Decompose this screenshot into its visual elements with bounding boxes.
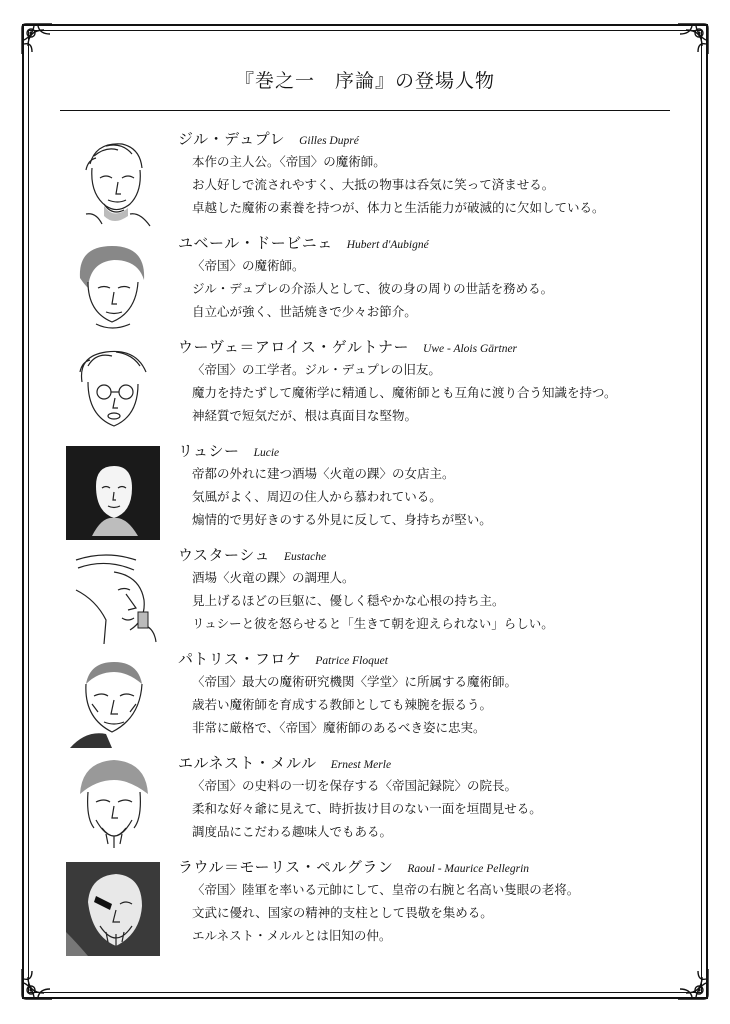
- character-roman-name: Lucie: [253, 447, 280, 459]
- character-description: 自立心が強く、世話焼きで少々お節介。: [192, 304, 417, 319]
- portrait-gilles: [66, 134, 160, 228]
- character-description: 〈帝国〉陸軍を率いる元帥にして、皇帝の右腕と名高い隻眼の老将。: [192, 882, 580, 897]
- portrait-raoul: [66, 862, 160, 956]
- character-entry-hubert: [66, 232, 666, 332]
- character-description: 〈帝国〉の魔術師。: [192, 258, 305, 273]
- character-entry-lucie: [66, 440, 666, 540]
- portrait-eustache: [66, 550, 160, 644]
- character-name: リュシー: [178, 442, 240, 460]
- character-description: 帝都の外れに建つ酒場〈火竜の踝〉の女店主。: [192, 466, 455, 481]
- character-roman-name: Eustache: [283, 551, 327, 563]
- character-entry-eustache: [66, 544, 666, 644]
- portrait-lucie: [66, 446, 160, 540]
- corner-ornament-bottom-right: [676, 967, 710, 1001]
- character-entry-patrice: [66, 648, 666, 748]
- character-description: 〈帝国〉の史料の一切を保存する〈帝国記録院〉の院長。: [192, 778, 518, 793]
- character-entry-ernest: [66, 752, 666, 852]
- character-roman-name: Uwe - Alois Gärtner: [423, 343, 518, 355]
- character-description: 〈帝国〉最大の魔術研究機関〈学堂〉に所属する魔術師。: [192, 674, 518, 689]
- character-roman-name: Patrice Floquet: [315, 655, 388, 667]
- character-entry-uwe: [66, 336, 666, 436]
- corner-ornament-top-right: [676, 22, 710, 56]
- portrait-uwe: [66, 342, 160, 436]
- corner-ornament-top-left: [20, 22, 54, 56]
- character-description: お人好しで流されやすく、大抵の物事は呑気に笑って済ませる。: [192, 177, 555, 192]
- character-roman-name: Hubert d'Aubigné: [346, 239, 429, 251]
- character-name: ジル・デュプレ: [178, 130, 286, 148]
- character-description: 非常に厳格で、〈帝国〉魔術師のあるべき姿に忠実。: [192, 720, 486, 735]
- title-divider: [60, 110, 670, 111]
- character-name: ウスターシュ: [178, 546, 270, 564]
- character-description: 煽情的で男好きのする外見に反して、身持ちが堅い。: [192, 512, 492, 527]
- character-description: 調度品にこだわる趣味人でもある。: [192, 824, 393, 839]
- character-description: 見上げるほどの巨躯に、優しく穏やかな心根の持ち主。: [192, 593, 505, 608]
- portrait-hubert: [66, 238, 160, 332]
- portrait-ernest: [66, 758, 160, 852]
- character-name: ウーヴェ＝アロイス・ゲルトナー: [178, 338, 410, 356]
- character-description: 歳若い魔術師を育成する教師としても辣腕を振るう。: [192, 697, 493, 712]
- character-description: 文武に優れ、国家の精神的支柱として畏敬を集める。: [192, 905, 493, 920]
- character-roman-name: Raoul - Maurice Pellegrin: [407, 863, 530, 875]
- character-entry-raoul: [66, 856, 666, 956]
- page-title: 『巻之一 序論』の登場人物: [234, 70, 495, 92]
- character-entry-gilles: [66, 128, 666, 228]
- character-name: ラウル＝モーリス・ペルグラン: [178, 858, 394, 876]
- character-name: ユベール・ドービニェ: [178, 234, 333, 252]
- character-description: 本作の主人公。〈帝国〉の魔術師。: [192, 154, 386, 169]
- portrait-patrice: [66, 654, 160, 748]
- character-description: 気風がよく、周辺の住人から慕われている。: [192, 489, 442, 504]
- character-description: 柔和な好々爺に見えて、時折抜け目のない一面を垣間見せる。: [192, 801, 542, 816]
- character-description: 酒場〈火竜の踝〉の調理人。: [192, 570, 355, 585]
- character-description: ジル・デュプレの介添人として、彼の身の周りの世話を務める。: [192, 281, 554, 296]
- character-description: リュシーと彼を怒らせると「生きて朝を迎えられない」らしい。: [192, 616, 554, 631]
- character-name: パトリス・フロケ: [178, 650, 302, 668]
- character-name: エルネスト・メルル: [178, 754, 317, 772]
- character-description: 魔力を持たずして魔術学に精通し、魔術師とも互角に渡り合う知識を持つ。: [192, 385, 617, 400]
- character-roman-name: Gilles Dupré: [299, 135, 359, 147]
- character-description: 卓越した魔術の素養を持つが、体力と生活能力が破滅的に欠如している。: [192, 200, 605, 215]
- character-roman-name: Ernest Merle: [330, 759, 392, 771]
- corner-ornament-bottom-left: [20, 967, 54, 1001]
- character-description: 神経質で短気だが、根は真面目な堅物。: [192, 408, 418, 423]
- character-description: エルネスト・メルルとは旧知の仲。: [192, 928, 392, 943]
- character-description: 〈帝国〉の工学者。ジル・デュプレの旧友。: [192, 362, 441, 377]
